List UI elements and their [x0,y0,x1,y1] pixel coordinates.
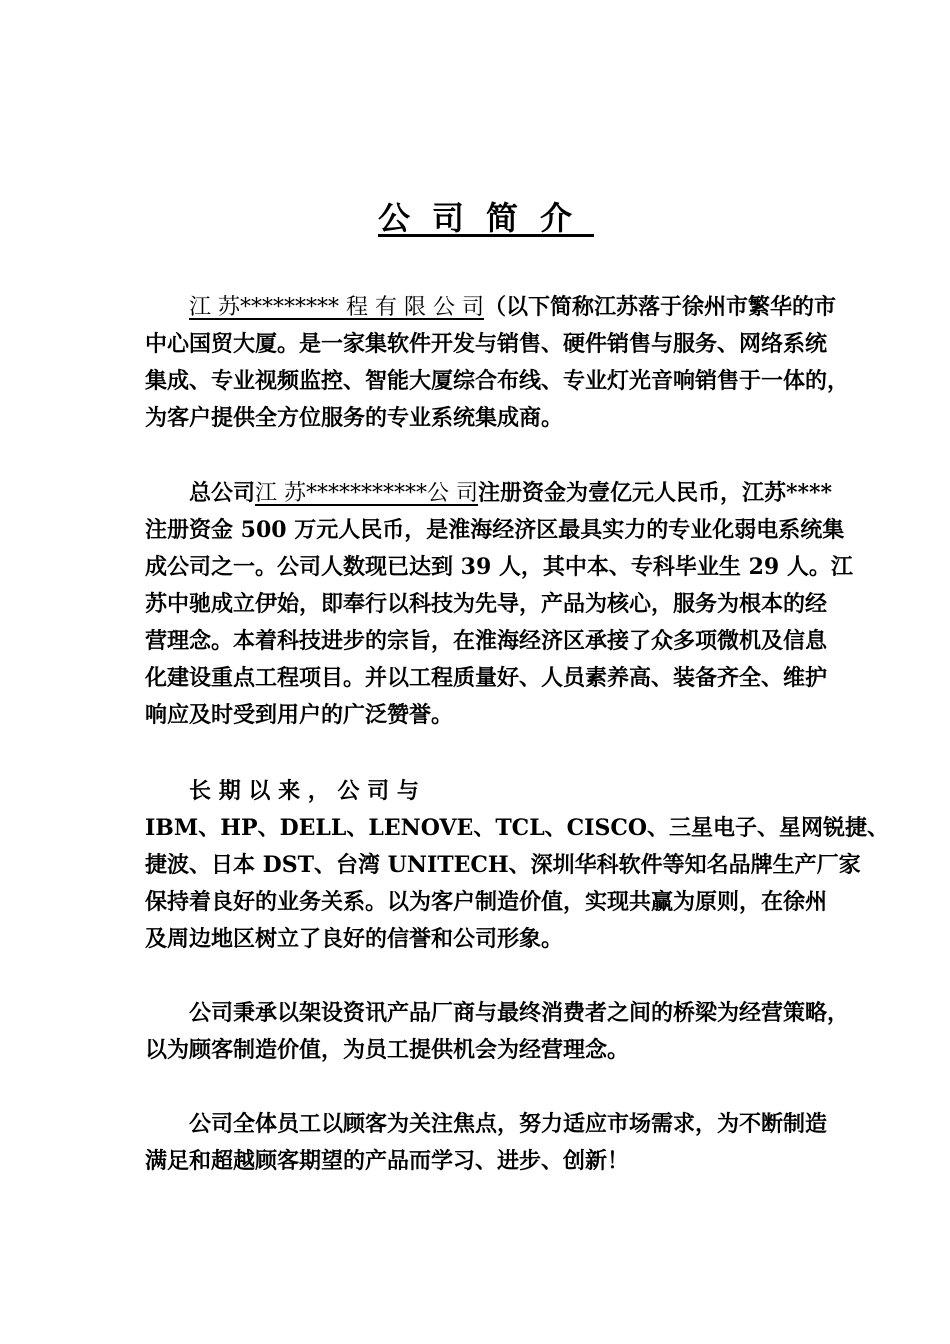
paragraph-line: 响应及时受到用户的广泛赞誉。 [145,702,454,728]
company-name-underlined: 江 苏********* 程 有 限 公 司 [189,295,484,320]
paragraph-line: 苏中驰成立伊始，即奉行以科技为先导，产品为核心，服务为根本的经 [145,591,828,617]
paragraph-line [145,289,853,326]
spread-word: 公 [337,778,360,804]
paragraph-line: 以为顾客制造价值，为员工提供机会为经营理念。 [145,1037,630,1063]
paragraph-line: 保持着良好的业务关系。以为客户制造价值，实现共赢为原则，在徐州 [145,889,828,915]
spread-word: 司 [367,778,390,804]
paragraph-line-spread [145,773,853,810]
paragraph-partners [145,773,890,958]
paragraph-text: （以下简称江苏落于徐州市繁华的市 [483,294,836,320]
spread-word: 长 [189,778,212,804]
paragraph-staff [145,1106,853,1180]
paragraph-line: 营理念。本着科技进步的宗旨，在淮海经济区承接了众多项微机及信息 [145,628,828,654]
spread-word: 与 [396,778,419,804]
paragraph-line: 公司全体员工以顾客为关注焦点，努力适应市场需求，为不断制造 [189,1111,828,1137]
page-title-text: 公司简介 [377,199,594,237]
paragraph-line: 公司秉承以架设资讯产品厂商与最终消费者之间的桥梁为经营策略， [189,1000,850,1026]
paragraph-mission [145,995,853,1069]
company-name-underlined: 江 苏***********公 司 [255,481,479,506]
paragraph-line: 注册资金 500 万元人民币，是淮海经济区最具实力的专业化弱电系统集 [145,517,845,543]
paragraph-line: 化建设重点工程项目。并以工程质量好、人员素养高、装备齐全、维护 [145,665,828,691]
spread-word: 以 [248,778,271,804]
paragraph-line: 中心国贸大厦。是一家集软件开发与销售、硬件销售与服务、网络系统 [145,331,828,357]
spread-word: ， [307,778,330,804]
spread-word: 来 [278,778,301,804]
paragraph-line: 及周边地区树立了良好的信誉和公司形象。 [145,926,564,952]
paragraph-line: 集成、专业视频监控、智能大厦综合布线、专业灯光音响销售于一体的， [145,368,850,394]
paragraph-text: 注册资金为壹亿元人民币，江苏**** [478,480,833,506]
paragraph-line: 为客户提供全方位服务的专业系统集成商。 [145,405,564,431]
spread-word: 期 [218,778,241,804]
paragraph-line [145,475,853,512]
paragraph-text: 总公司 [189,480,256,506]
paragraph-line: 成公司之一。公司人数现已达到 39 人，其中本、专科毕业生 29 人。江 [145,554,853,580]
paragraph-line: 满足和超越顾客期望的产品而学习、进步、创新！ [145,1148,630,1174]
paragraph-line: IBM、HP、DELL、LENOVE、TCL、CISCO、三星电子、星网锐捷、 [145,815,890,841]
page-title [0,196,950,240]
paragraph-line: 捷波、日本 DST、台湾 UNITECH、深圳华科软件等知名品牌生产厂家 [145,852,861,878]
paragraph-capital [145,475,853,734]
paragraph-intro [145,289,853,437]
